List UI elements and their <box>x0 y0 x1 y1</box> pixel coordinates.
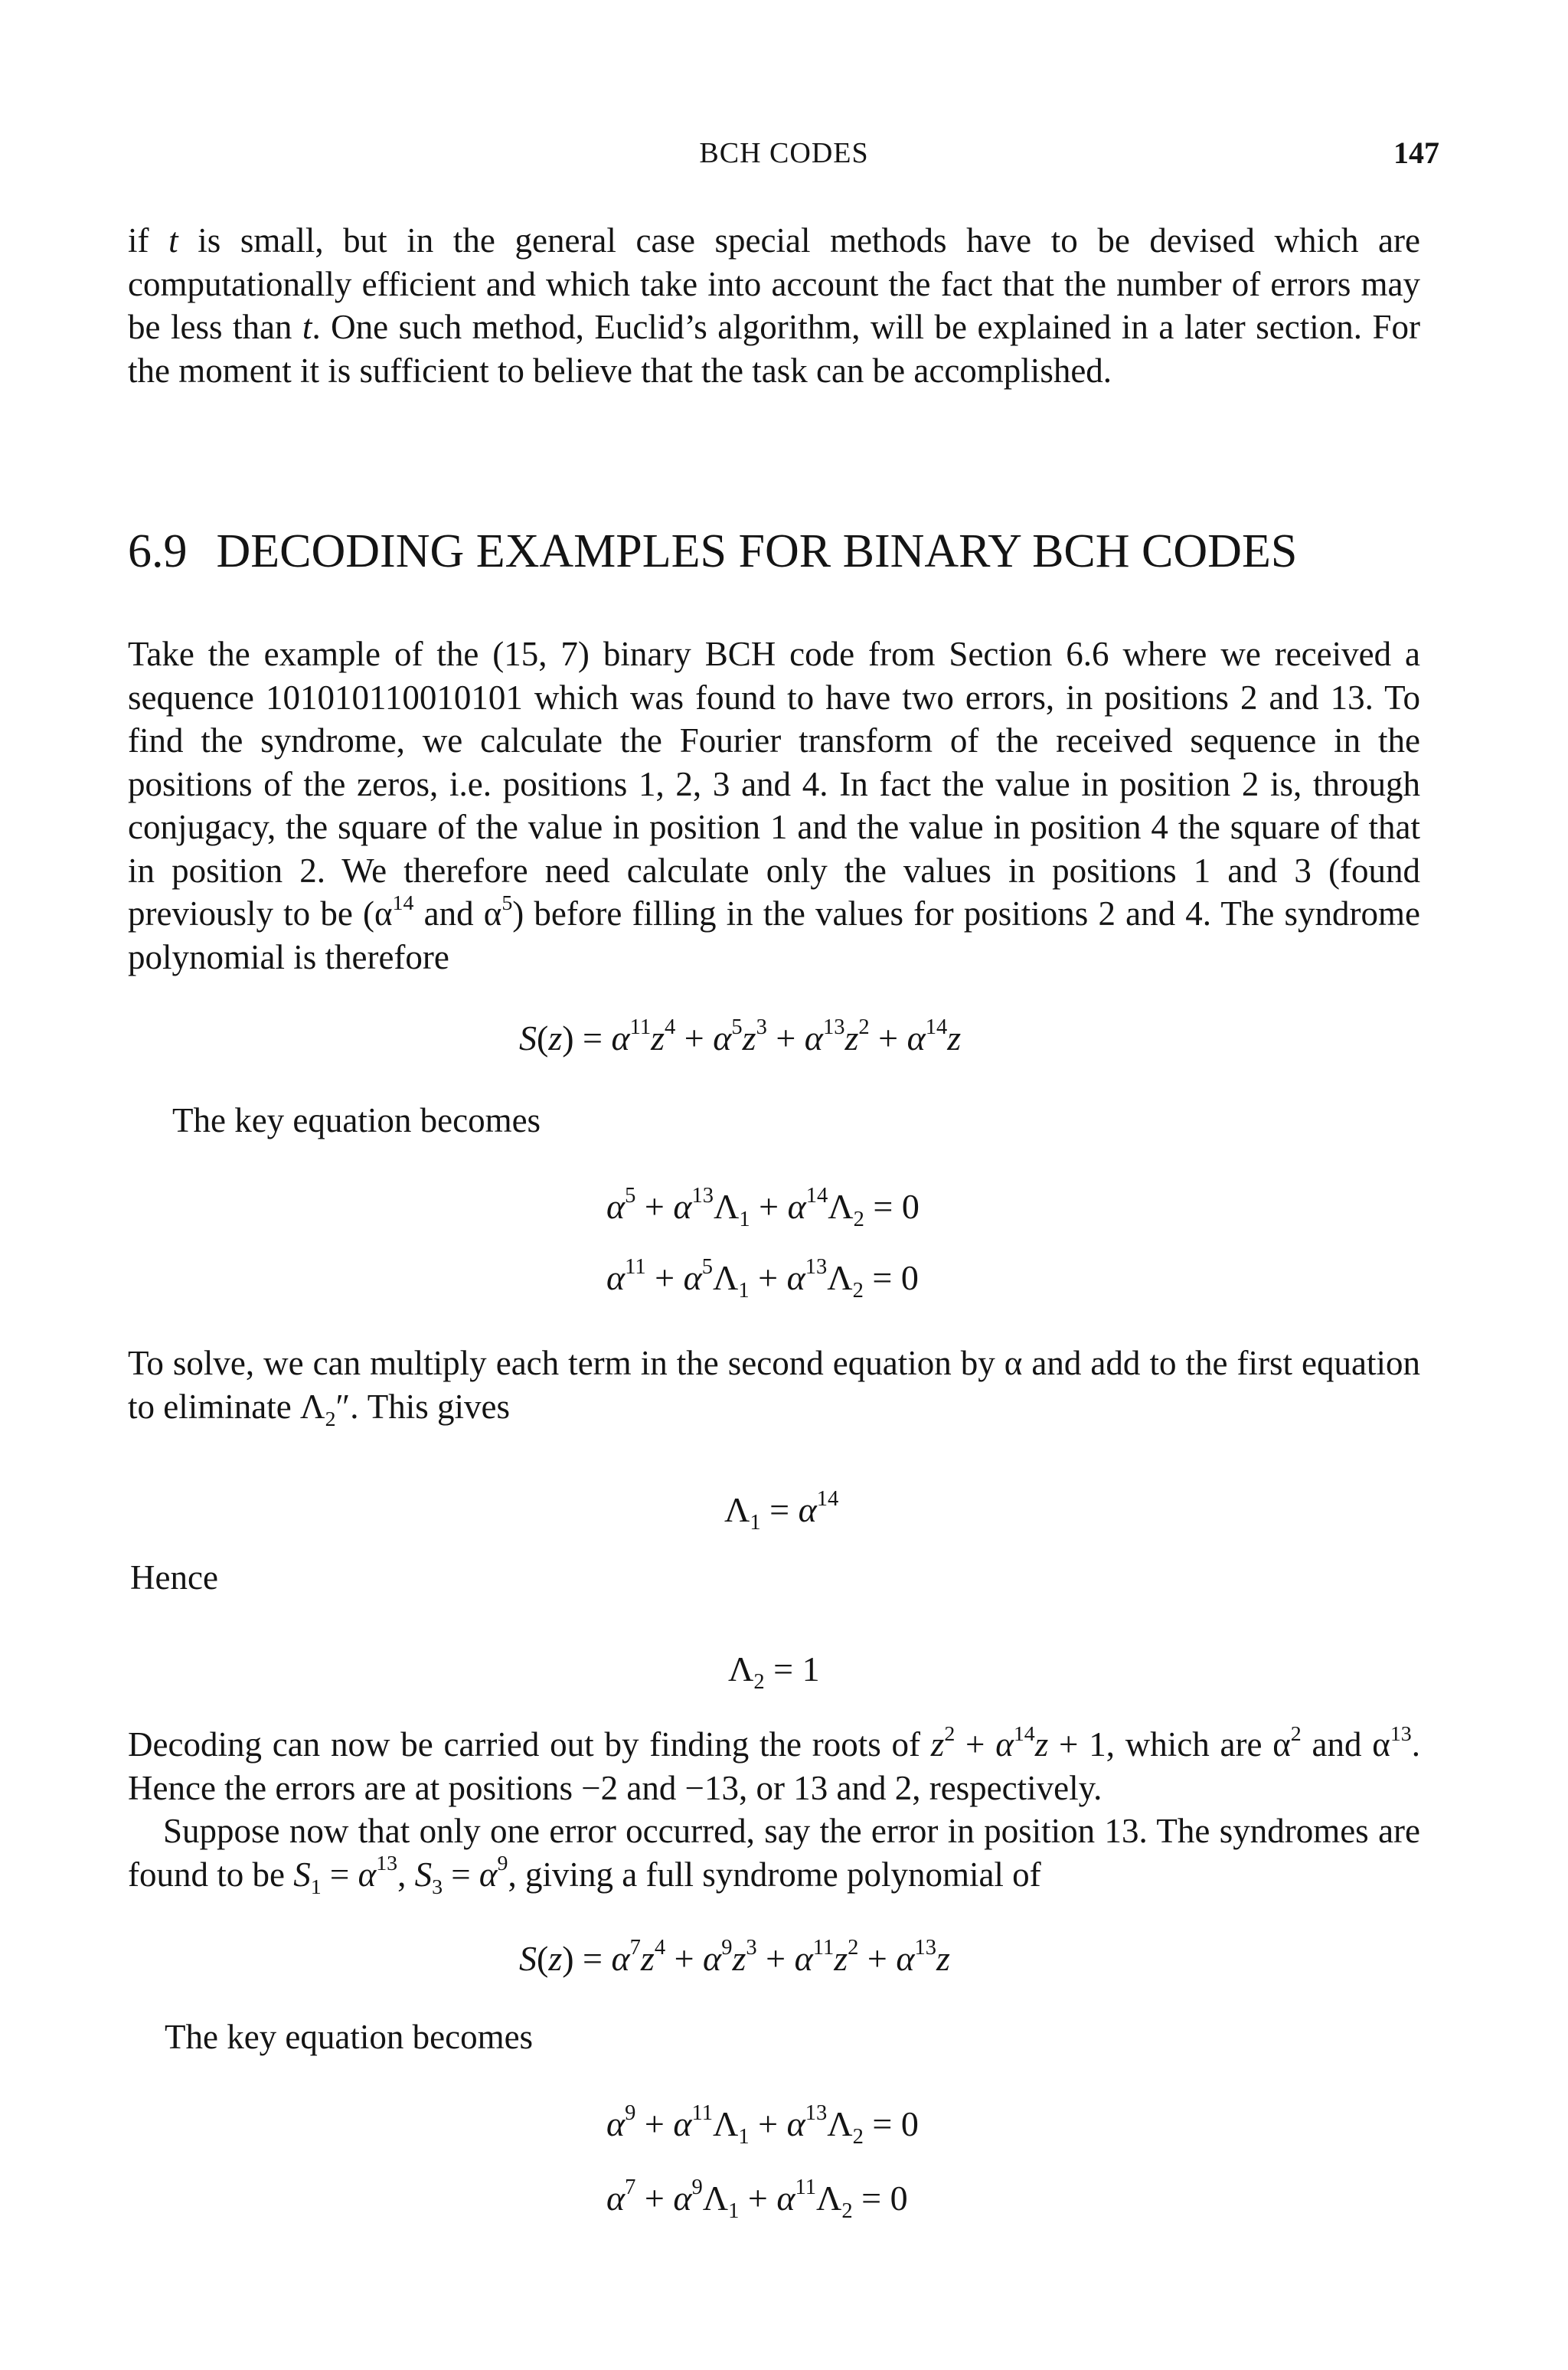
label-key-equation-2: The key equation becomes <box>165 2018 534 2056</box>
equation-syndrome-polynomial-2: $S(z) = \alpha^7z^4 + \alpha^9z^3 + \alpha^{11}z^2 + \alpha^{13}z$ <box>519 1936 950 1978</box>
equation-key-4: $\alpha^7 + \alpha^9\Lambda_1 + \alpha^{11}\Lambda_2 = 0$ <box>606 2175 908 2224</box>
section-title: DECODING EXAMPLES FOR BINARY BCH CODES <box>216 525 1298 577</box>
equation-syndrome-polynomial: $S(z) = \alpha^{11}z^4 + \alpha^5z^3 + \alpha^{13}z^2 + \alpha^{14}z$ <box>519 1015 962 1058</box>
equation-lambda1: $\Lambda_1 = \alpha^{14}$ <box>724 1487 839 1535</box>
paragraph-single-error: Suppose now that only one error occurred, say the error in position 13. The syndromes are found to be $S_1 = \alpha^{13}$, $S_3 = \alpha^9$, giving a full syndrome polynomial of <box>128 1812 1420 1899</box>
running-header-title: BCH CODES <box>699 137 869 169</box>
paragraph-solve: To solve, we can multiply each term in the second equation by α and add to the first equation to eliminate $\Lambda_2''$. This gives <box>128 1344 1420 1431</box>
paragraph-example: Take the example of the (15, 7) binary BCH code from Section 6.6 where we received a sequence 101010110010101 which was found to have two errors, in positions 2 and 13. To find the syndrome, we calculate the Fourier transform of the received sequence in the positions of the zeros, i.e. positions 1, 2, 3 and 4. In fact the value in position 2 is, through conjugacy, the square of the value in position 1 and the value in position 4 the square of that in position 2. We therefore need calculate only the values in positions 1 and 3 (found previously to be ($\alpha^{14}$ and $\alpha^5$) before filling in the values for positions 2 and 4. The syndrome polynomial is therefore <box>128 635 1420 976</box>
paragraph-decoding: Decoding can now be carried out by finding the roots of $z^2 + \alpha^{14}z + 1$, which are $\alpha^2$ and $\alpha^{13}$. Hence the errors are at positions −2 and −13, or 13 and 2, respectively. <box>128 1721 1420 1807</box>
label-hence: Hence <box>130 1558 218 1597</box>
equation-lambda2: $\Lambda_2 = 1$ <box>728 1649 820 1695</box>
equation-key-1: $\alpha^5 + \alpha^{13}\Lambda_1 + \alpha^{14}\Lambda_2 = 0$ <box>606 1184 920 1232</box>
equation-key-2: $\alpha^{11} + \alpha^5\Lambda_1 + \alpha^{13}\Lambda_2 = 0$ <box>606 1255 919 1303</box>
label-key-equation: The key equation becomes <box>172 1101 541 1139</box>
equation-key-3: $\alpha^9 + \alpha^{11}\Lambda_1 + \alpha^{13}\Lambda_2 = 0$ <box>606 2101 919 2149</box>
page-number: 147 <box>1393 136 1439 170</box>
section-number: 6.9 <box>128 525 188 577</box>
intro-paragraph: if t is small, but in the general case special methods have to be devised which are computationally efficient and which take into account the fact that the number of errors may be less than t. One such method, Euclid’s algorithm, will be explained in a later section. For the moment it is sufficient to believe that the task can be accomplished. <box>128 221 1420 390</box>
section-heading <box>128 521 1429 582</box>
